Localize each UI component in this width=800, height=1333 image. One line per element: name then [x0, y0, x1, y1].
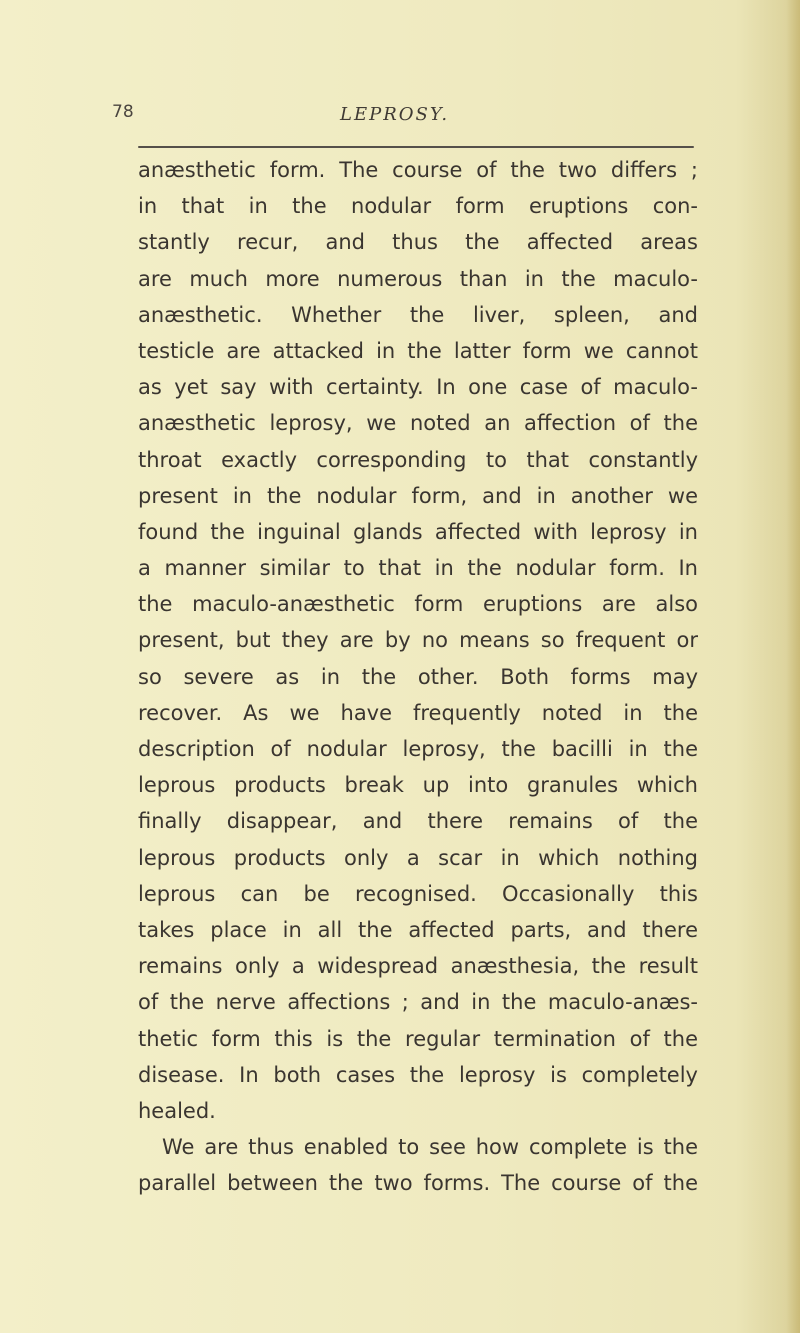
text-line: so severe as in the other. Both forms may: [138, 664, 698, 689]
text-line: of the nerve affections ; and in the maculo-anæs-: [138, 990, 698, 1015]
text-line: are much more numerous than in the maculo-: [138, 266, 698, 291]
text-line: in that in the nodular form eruptions con-: [138, 194, 698, 219]
text-line: takes place in all the affected parts, and there: [138, 917, 698, 942]
running-title: LEPROSY.: [340, 104, 450, 125]
text-line: anæsthetic leprosy, we noted an affection of the: [138, 411, 698, 436]
text-line: throat exactly corresponding to that constantly: [138, 447, 698, 472]
header-rule: [138, 146, 694, 148]
page-header: [0, 96, 800, 156]
text-line: leprous products break up into granules which: [138, 773, 698, 798]
text-line: We are thus enabled to see how complete is the: [162, 1135, 698, 1160]
text-line: parallel between the two forms. The course of the: [138, 1171, 698, 1196]
text-line: disease. In both cases the leprosy is completely: [138, 1062, 698, 1087]
text-line: the maculo-anæsthetic form eruptions are also: [138, 592, 698, 617]
text-line: healed.: [138, 1098, 216, 1123]
text-line: stantly recur, and thus the affected areas: [138, 230, 698, 255]
text-line: present, but they are by no means so frequent or: [138, 628, 698, 653]
page-number: 78: [112, 102, 134, 122]
text-line: as yet say with certainty. In one case of maculo-: [138, 375, 698, 400]
text-line: present in the nodular form, and in another we: [138, 483, 698, 508]
page-edge-shadow: [786, 0, 800, 1333]
text-line: found the inguinal glands affected with leprosy in: [138, 519, 698, 544]
text-line: anæsthetic form. The course of the two differs ;: [138, 158, 698, 182]
text-line: description of nodular leprosy, the bacilli in the: [138, 737, 698, 761]
text-line: leprous can be recognised. Occasionally this: [138, 881, 698, 906]
body-text: [138, 152, 698, 1201]
text-line: finally disappear, and there remains of the: [138, 809, 698, 834]
text-line: anæsthetic. Whether the liver, spleen, and: [138, 302, 698, 327]
text-line: recover. As we have frequently noted in the: [138, 700, 698, 725]
text-line: remains only a widespread anæsthesia, the result: [138, 954, 698, 979]
text-line: thetic form this is the regular termination of the: [138, 1026, 698, 1051]
text-line: a manner similar to that in the nodular form. In: [138, 556, 698, 581]
text-line: leprous products only a scar in which nothing: [138, 845, 698, 870]
text-line: testicle are attacked in the latter form we cannot: [138, 338, 698, 363]
